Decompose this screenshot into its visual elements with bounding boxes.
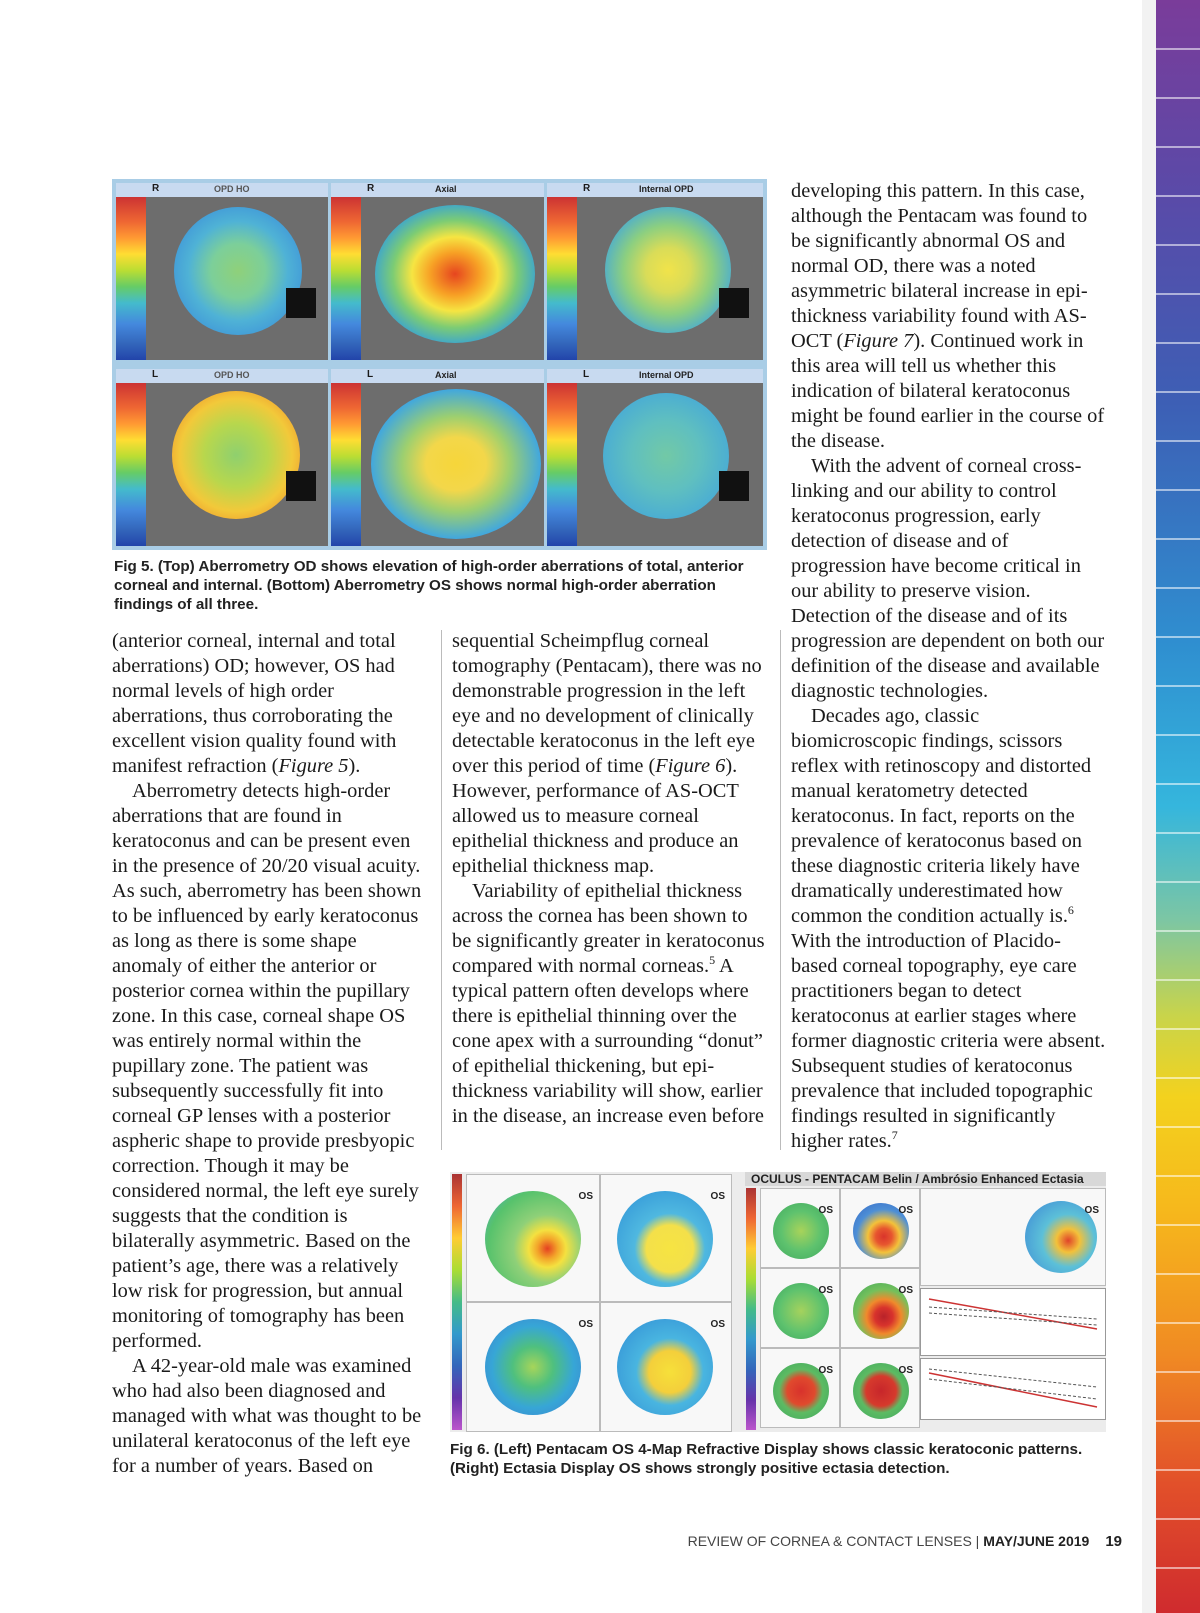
band-tick xyxy=(1156,195,1200,197)
panel-od-internal-opd xyxy=(547,183,763,360)
text-run: ). Continued work in this area will tell us whether this indication of bilateral keratoconus might be found earlier in the course of the disease. xyxy=(791,330,1105,452)
band-tick xyxy=(1156,342,1200,344)
eye-label: L xyxy=(583,369,590,380)
band-tick xyxy=(1156,538,1200,540)
os-label: OS xyxy=(898,1365,913,1376)
figure-5-caption: Fig 5. (Top) Aberrometry OD shows elevation of high-order aberrations of total, anterior corneal and internal. (Bottom) Aberrometry OS shows normal high-order aberration findings of all three. xyxy=(114,558,744,613)
band-tick xyxy=(1156,1420,1200,1422)
text-run: sequential Scheimpflug corneal tomography (Pentacam), there was no demonstrable progression in the left eye and no development of clinically detectable keratoconus in the left eye over this period of time ( xyxy=(452,630,762,777)
map-title: Axial xyxy=(435,370,457,380)
figure-5-aberrometry xyxy=(112,179,767,550)
text-run: Decades ago, classic biomicroscopic findings, scissors reflex with retinoscopy and distorted manual keratometry detected keratoconus. In fact, reports on the prevalence of keratoconus based on these diagnostic criteria likely have dramatically underestimated how common the condition actually is. xyxy=(791,705,1092,927)
paragraph xyxy=(112,629,430,779)
os-label: OS xyxy=(710,1191,725,1202)
paragraph xyxy=(452,629,770,879)
paragraph: A 42-year-old male was examined who had also been diagnosed and managed with what was thought to be unilateral keratoconus of the left eye for a number of years. Based on xyxy=(112,1355,422,1477)
figure-reference: Figure 7 xyxy=(843,330,914,352)
panel-od-opd-ho xyxy=(116,183,328,360)
text-run: (anterior corneal, internal and total aberrations) OD; however, OS had normal levels of high order aberrations, thus corroborating the excellent vision quality found with manifest refraction ( xyxy=(112,630,397,777)
paragraph: Aberrometry detects high-order aberrations that are found in keratoconus and can be present even in the presence of 20/20 visual acuity. As such, aberrometry has been shown to be influenced by early keratoconus as long as there is some shape anomaly of either the anterior or posterior cornea within the pupillary zone. In this case, corneal shape OS was entirely normal within the pupillary zone. The patient was subsequently successfully fit into corneal GP lenses with a posterior aspheric shape to provide presbyopic correction. Though it may be considered normal, the left eye surely suggests that the condition is bilaterally asymmetric. Based on the patient’s age, there was a relatively low risk for progression, but annual monitoring of tomography has been performed. xyxy=(112,780,422,1352)
map-corneal-thickness xyxy=(466,1302,600,1432)
band-tick xyxy=(1156,146,1200,148)
os-label: OS xyxy=(818,1365,833,1376)
band-tick xyxy=(1156,1126,1200,1128)
map-diff-back xyxy=(840,1348,920,1428)
band-tick xyxy=(1156,391,1200,393)
journal-name: REVIEW OF CORNEA & CONTACT LENSES | xyxy=(687,1533,984,1549)
figure-reference: Figure 6 xyxy=(655,755,726,777)
map-title: Internal OPD xyxy=(639,184,694,194)
text-run: A typical pattern often develops where there is epithelial thinning over the cone apex with a surrounding “donut” of epithelial thickening, but epi-thickness variability will show, earlier in the disease, an increase even before xyxy=(452,955,764,1127)
band-tick xyxy=(1156,1077,1200,1079)
map-title: Internal OPD xyxy=(639,370,694,380)
column-rule xyxy=(780,630,781,1150)
text-run: developing this pattern. In this case, although the Pentacam was found to be significantly abnormal OS and normal OD, there was a noted asymmetric bilateral increase in epi-thickness variability found with AS-OCT ( xyxy=(791,180,1088,352)
info-panel xyxy=(920,1188,1106,1286)
os-label: OS xyxy=(1084,1205,1099,1216)
band-tick xyxy=(1156,1371,1200,1373)
band-tick xyxy=(1156,636,1200,638)
eye-label: L xyxy=(152,369,159,380)
band-tick xyxy=(1156,832,1200,834)
color-scale xyxy=(746,1188,756,1430)
band-tick xyxy=(1156,930,1200,932)
band-tick xyxy=(1156,440,1200,442)
text-run: With the introduction of Placido-based corneal topography, eye care practitioners began to detect keratoconus at earlier stages where former diagnostic criteria were absent. Subsequent studies of keratoconus prevalence that included topographic findings resulted in significantly higher rates. xyxy=(791,930,1106,1152)
page-footer xyxy=(688,1533,1122,1550)
text-run: Variability of epithelial thickness across the cornea has been shown to be significantly greater in keratoconus compared with normal corneas. xyxy=(452,880,765,977)
os-label: OS xyxy=(898,1205,913,1216)
eye-label: R xyxy=(367,183,375,194)
os-label: OS xyxy=(578,1319,593,1330)
band-tick xyxy=(1156,1273,1200,1275)
map-title: OPD HO xyxy=(214,370,250,380)
progression-graph xyxy=(920,1358,1106,1420)
band-tick xyxy=(1156,734,1200,736)
column-rule xyxy=(441,630,442,1150)
band-tick xyxy=(1156,489,1200,491)
band-tick xyxy=(1156,881,1200,883)
text-column-3 xyxy=(791,179,1107,1154)
progression-graph-svg xyxy=(921,1359,1105,1419)
os-label: OS xyxy=(578,1191,593,1202)
text-column-2 xyxy=(452,629,770,1129)
band-tick xyxy=(1156,1322,1200,1324)
eye-label: R xyxy=(152,183,160,194)
paragraph: With the advent of corneal cross-linking and our ability to control keratoconus progression, early detection of disease and of progression have become critical in our ability to preserve vision. Detection of the disease and of its progression are dependent on both our definition of the disease and available diagnostic technologies. xyxy=(791,455,1105,702)
text-run: ). xyxy=(348,755,361,777)
band-tick xyxy=(1156,293,1200,295)
paragraph xyxy=(791,179,1107,454)
color-scale xyxy=(452,1174,462,1430)
os-label: OS xyxy=(818,1285,833,1296)
band-tick xyxy=(1156,1028,1200,1030)
band-tick xyxy=(1156,244,1200,246)
map-enhanced-back xyxy=(840,1268,920,1348)
thickness-graph xyxy=(920,1288,1106,1356)
paragraph xyxy=(452,879,770,1129)
map-sagittal-curvature xyxy=(466,1174,600,1302)
band-tick xyxy=(1156,1224,1200,1226)
band-tick xyxy=(1156,783,1200,785)
page-number: 19 xyxy=(1105,1533,1122,1550)
band-tick xyxy=(1156,587,1200,589)
issue-date: MAY/JUNE 2019 xyxy=(983,1533,1090,1549)
page-gutter xyxy=(1142,0,1156,1613)
figure-6-caption: Fig 6. (Left) Pentacam OS 4-Map Refractive Display shows classic keratoconic patterns. (Right) Ectasia Display OS shows strongly positive ectasia detection. xyxy=(450,1441,1083,1477)
map-diff-front xyxy=(760,1348,840,1428)
os-label: OS xyxy=(898,1285,913,1296)
citation-superscript: 5 xyxy=(709,953,716,968)
map-title: Axial xyxy=(435,184,457,194)
map-bfs-front xyxy=(760,1188,840,1268)
map-enhanced-front xyxy=(760,1268,840,1348)
band-tick xyxy=(1156,1567,1200,1569)
map-elevation-front xyxy=(600,1174,732,1302)
panel-os-axial xyxy=(331,369,544,546)
band-tick xyxy=(1156,685,1200,687)
citation-superscript: 6 xyxy=(1067,903,1074,918)
text-run: ). However, performance of AS-OCT allowed us to measure corneal epithelial thickness and produce an epithelial thickness map. xyxy=(452,755,739,877)
thickness-graph-svg xyxy=(921,1289,1105,1355)
band-tick xyxy=(1156,979,1200,981)
map-bfs-back xyxy=(840,1188,920,1268)
text-column-1 xyxy=(112,629,430,1479)
paragraph xyxy=(791,704,1107,1154)
panel-os-opd-ho xyxy=(116,369,328,546)
band-tick xyxy=(1156,48,1200,50)
color-band xyxy=(1156,0,1200,1613)
figure-6-pentacam xyxy=(450,1172,1106,1432)
panel-os-internal-opd xyxy=(547,369,763,546)
eye-label: R xyxy=(583,183,591,194)
map-title: OPD HO xyxy=(214,184,250,194)
os-label: OS xyxy=(710,1319,725,1330)
citation-superscript: 7 xyxy=(891,1128,898,1143)
panel-od-axial xyxy=(331,183,544,360)
eye-label: L xyxy=(367,369,374,380)
band-tick xyxy=(1156,1469,1200,1471)
band-tick xyxy=(1156,1175,1200,1177)
map-elevation-back xyxy=(600,1302,732,1432)
band-tick xyxy=(1156,1518,1200,1520)
figure-reference: Figure 5 xyxy=(278,755,349,777)
os-label: OS xyxy=(818,1205,833,1216)
pentacam-header: OCULUS - PENTACAM Belin / Ambrósio Enhanced Ectasia xyxy=(745,1172,1106,1186)
band-tick xyxy=(1156,97,1200,99)
